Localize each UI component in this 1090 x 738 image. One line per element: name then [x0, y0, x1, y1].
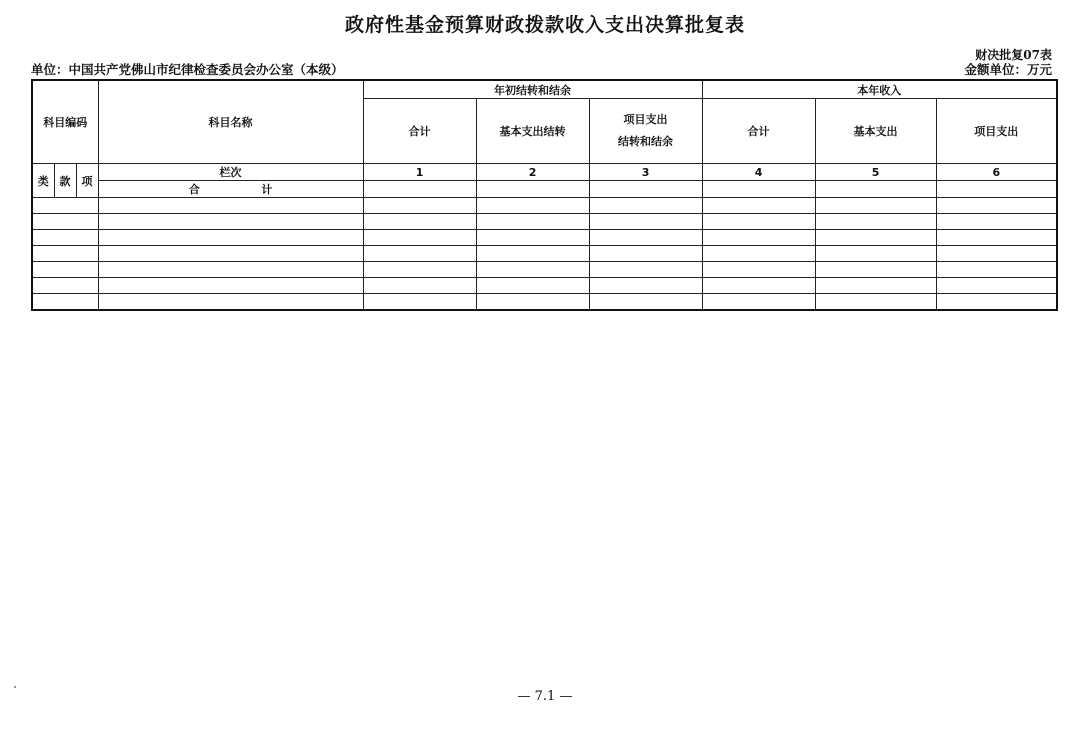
table-cell: [32, 294, 98, 311]
amount-unit: 金额单位：万元: [964, 62, 1052, 77]
table-cell: [936, 230, 1057, 246]
table-row: [32, 230, 1057, 246]
table-cell: [589, 198, 702, 214]
table-cell: [476, 278, 589, 294]
col-total-2-header: 合计: [702, 99, 815, 164]
table-cell: [936, 246, 1057, 262]
table-cell: [936, 262, 1057, 278]
subject-name-header: 科目名称: [98, 80, 363, 164]
document-title: 政府性基金预算财政拨款收入支出决算批复表: [344, 14, 745, 36]
table-cell: [815, 230, 936, 246]
index-number: 2: [476, 164, 589, 181]
table-cell: [32, 262, 98, 278]
table-cell: [702, 262, 815, 278]
table-cell: [815, 198, 936, 214]
table-row: [32, 246, 1057, 262]
total-label-char-2: 计: [261, 183, 273, 196]
table-cell: [32, 246, 98, 262]
col-project-expense-header: 项目支出: [936, 99, 1057, 164]
table-row: [32, 294, 1057, 311]
table-cell: [589, 246, 702, 262]
total-row: [32, 181, 1057, 198]
table-cell: [936, 278, 1057, 294]
table-cell: [98, 294, 363, 311]
table-cell: [589, 214, 702, 230]
total-label: [98, 181, 363, 198]
table-cell: [98, 230, 363, 246]
table-cell: [363, 278, 476, 294]
table-cell: [476, 246, 589, 262]
table-cell: [363, 262, 476, 278]
table-row: [32, 214, 1057, 230]
table-cell: [815, 246, 936, 262]
col-project-line1: 项目支出: [623, 113, 668, 126]
table-cell: [363, 198, 476, 214]
table-cell: [32, 278, 98, 294]
table-cell: [98, 278, 363, 294]
table-row: [32, 198, 1057, 214]
table-cell: [98, 262, 363, 278]
table-cell: [476, 230, 589, 246]
index-row: [32, 164, 1057, 181]
table-cell: [363, 246, 476, 262]
col-basic-carryover-header: 基本支出结转: [476, 99, 589, 164]
scan-dot: [14, 686, 16, 688]
table-cell: [476, 262, 589, 278]
table-cell: [476, 198, 589, 214]
unit-line: [31, 60, 1052, 78]
table-cell: [589, 294, 702, 311]
header-row-groups: [32, 80, 1057, 99]
code-item-cell: 项: [76, 164, 98, 198]
table-cell: [363, 181, 476, 198]
table-cell: [936, 294, 1057, 311]
col-project-line2: 结转和结余: [618, 135, 674, 148]
table-cell: [32, 198, 98, 214]
table-cell: [476, 214, 589, 230]
table-cell: [98, 214, 363, 230]
col-total-1-header: 合计: [363, 99, 476, 164]
table-cell: [476, 294, 589, 311]
table-cell: [363, 230, 476, 246]
table-cell: [98, 246, 363, 262]
organization-unit: 单位：中国共产党佛山市纪律检查委员会办公室（本级）: [31, 62, 344, 77]
table-cell: [589, 278, 702, 294]
table-cell: [702, 198, 815, 214]
table-cell: [702, 294, 815, 311]
table-cell: [589, 262, 702, 278]
table-cell: [936, 181, 1057, 198]
code-section-cell: 款: [54, 164, 76, 198]
table-row: [32, 278, 1057, 294]
table-cell: [815, 181, 936, 198]
table-cell: [589, 181, 702, 198]
table-cell: [815, 262, 936, 278]
carryover-group-header: 年初结转和结余: [363, 80, 702, 99]
table-cell: [815, 214, 936, 230]
table-cell: [98, 198, 363, 214]
form-code: 财决批复07表: [975, 48, 1052, 62]
table-cell: [936, 214, 1057, 230]
index-number: 1: [363, 164, 476, 181]
page-number: — 7.1 —: [517, 689, 573, 704]
table-cell: [936, 198, 1057, 214]
table-cell: [363, 294, 476, 311]
row-index-label: 栏次: [98, 164, 363, 181]
table-cell: [589, 230, 702, 246]
index-number: 3: [589, 164, 702, 181]
index-number: 4: [702, 164, 815, 181]
income-group-header: 本年收入: [702, 80, 1057, 99]
code-class-cell: 类: [32, 164, 54, 198]
index-number: 5: [815, 164, 936, 181]
col-basic-expense-header: 基本支出: [815, 99, 936, 164]
table-cell: [702, 246, 815, 262]
table-row: [32, 262, 1057, 278]
table-cell: [702, 278, 815, 294]
table-cell: [702, 181, 815, 198]
table-cell: [363, 214, 476, 230]
table-cell: [32, 214, 98, 230]
table-cell: [702, 214, 815, 230]
table-cell: [815, 294, 936, 311]
col-project-carryover-header: [589, 99, 702, 164]
index-number: 6: [936, 164, 1057, 181]
subject-code-header: 科目编码: [32, 80, 98, 164]
table-cell: [702, 230, 815, 246]
total-label-char-1: 合: [188, 183, 200, 196]
table-cell: [815, 278, 936, 294]
table-cell: [32, 230, 98, 246]
budget-table: [31, 79, 1058, 311]
table-cell: [476, 181, 589, 198]
